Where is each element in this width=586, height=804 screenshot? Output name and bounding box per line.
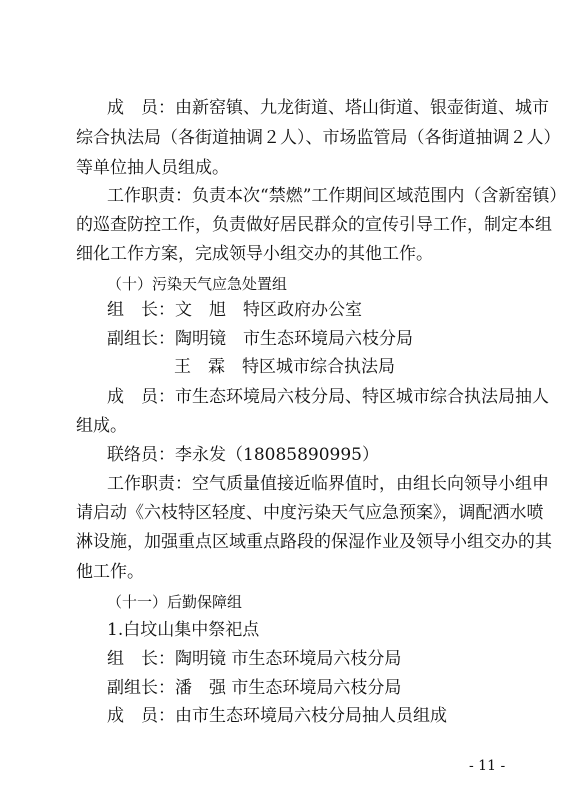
text-line: 1.白坟山集中祭祀点 [107,620,260,640]
text-line: 成 员：由新窑镇、九龙街道、塔山街道、银壶街道、城市 [107,98,549,118]
text-line: 等单位抽人员组成。 [76,158,229,178]
text-line: 淋设施，加强重点区域重点路段的保湿作业及领导小组交办的其 [76,532,552,552]
text-line: 工作职责：空气质量值接近临界值时，由组长向领导小组申 [107,474,549,494]
text-line: 组 长：文 旭 特区政府办公室 [107,300,362,320]
page-number: - 11 - [469,758,506,774]
text-line: 王 霖 特区城市综合执法局 [174,357,395,377]
text-line: 综合执法局（各街道抽调２人）、市场监管局（各街道抽调２人） [76,128,561,148]
text-line: 细化工作方案，完成领导小组交办的其他工作。 [76,244,433,264]
text-line: 成 员：市生态环境局六枝分局、特区城市综合执法局抽人 [107,387,549,407]
text-line: 副组长：陶明镜 市生态环境局六枝分局 [107,329,413,349]
text-line: 组成。 [76,416,127,436]
text-line: 成 员：由市生态环境局六枝分局抽人员组成 [107,706,447,726]
text-line: 的巡查防控工作，负责做好居民群众的宣传引导工作，制定本组 [76,215,552,235]
section-heading: （十一）后勤保障组 [107,593,243,611]
text-line: 副组长：潘 强 市生态环境局六枝分局 [107,678,402,698]
text-line: 他工作。 [76,562,144,582]
text-line: 请启动《六枝特区轻度、中度污染天气应急预案》，调配洒水喷 [76,503,544,523]
text-line: 工作职责：负责本次“禁燃”工作期间区域范围内（含新窑镇） [107,186,567,206]
text-line: 组 长：陶明镜 市生态环境局六枝分局 [107,649,402,669]
text-line: 联络员：李永发（18085890995） [107,445,379,465]
section-heading: （十）污染天气应急处置组 [107,275,288,293]
